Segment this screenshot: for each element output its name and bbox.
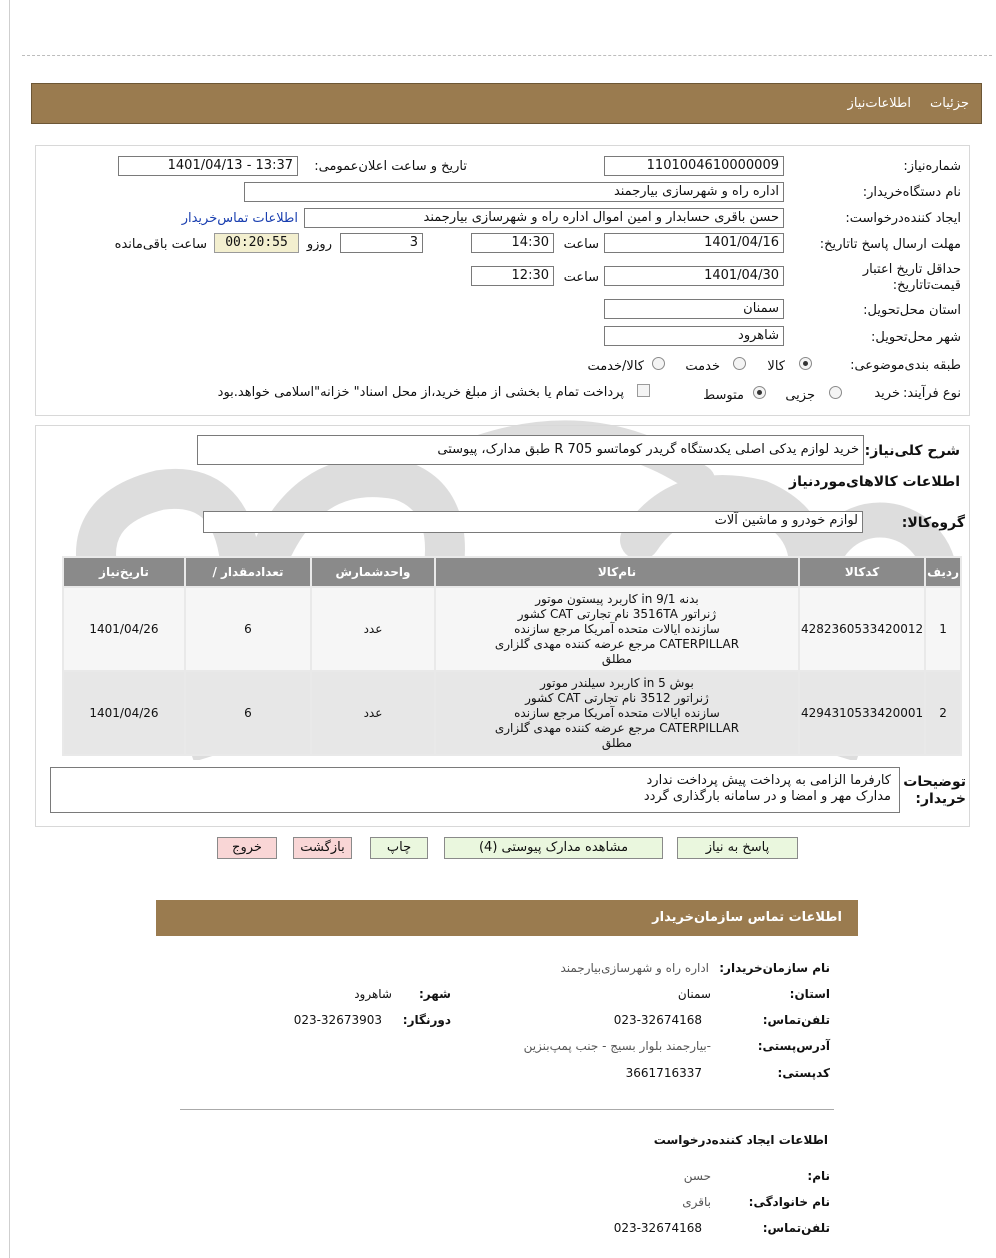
item-unit: عدد bbox=[312, 672, 434, 754]
deadline-label: مهلت ارسال پاسخ تا‌تاریخ: bbox=[819, 237, 961, 252]
item-name-line: ژنراتور 3512 نام تجارتی CAT کشور bbox=[525, 690, 709, 705]
process-radio-medium[interactable] bbox=[753, 386, 766, 399]
process-option-medium: متوسط bbox=[703, 388, 744, 403]
summary-label: شرح کلی‌نیاز: bbox=[864, 443, 960, 459]
th-need-date: تاریخ‌نیاز bbox=[64, 558, 184, 586]
city-field[interactable]: شاهرود bbox=[604, 326, 784, 346]
th-quantity: تعدادمقدار / bbox=[186, 558, 310, 586]
contact-province: سمنان bbox=[677, 987, 711, 1001]
goods-table bbox=[62, 556, 962, 756]
category-option-goods: کالا bbox=[767, 359, 785, 374]
deadline-date-field[interactable]: 1401/04/16 bbox=[604, 233, 784, 253]
creator-name-label: نام: bbox=[807, 1169, 830, 1183]
city-label: شهر محل‌تحویل: bbox=[871, 330, 961, 345]
process-radio-minor[interactable] bbox=[829, 386, 842, 399]
item-quantity: 6 bbox=[186, 672, 310, 754]
item-need-date: 1401/04/26 bbox=[64, 588, 184, 670]
category-option-service: خدمت bbox=[685, 359, 720, 374]
notes-line: کارفرما الزامی به پرداخت پیش پرداخت ندارد bbox=[646, 773, 891, 788]
category-label: طبقه بندی‌موضوعی: bbox=[850, 358, 961, 373]
validity-hour-label: ساعت bbox=[563, 270, 599, 285]
page-header-bar bbox=[31, 83, 982, 124]
contact-province-label: استان: bbox=[789, 987, 830, 1001]
validity-time-field[interactable]: 12:30 bbox=[471, 266, 554, 286]
item-code: 4282360533420012 bbox=[800, 588, 924, 670]
creator-info-title: اطلاعات ایجاد کننده‌درخواست bbox=[653, 1133, 828, 1147]
item-name-line: سازنده ایالات متحده آمریکا مرجع سازنده bbox=[514, 621, 720, 636]
announce-field[interactable]: 1401/04/13 - 13:37 bbox=[118, 156, 298, 176]
attachments-button[interactable]: مشاهده مدارک پیوستی (4) bbox=[444, 837, 663, 859]
deadline-hour-label: ساعت bbox=[563, 237, 599, 252]
remaining-timer: 00:20:55 bbox=[214, 233, 299, 253]
contact-postal: 3661716337 bbox=[625, 1066, 702, 1080]
breadcrumb-details[interactable]: جزئیات bbox=[930, 96, 969, 111]
contact-fax: 023-32673903 bbox=[293, 1013, 382, 1027]
item-name bbox=[436, 588, 798, 670]
goods-info-title: اطلاعات کالاهای‌موردنیاز bbox=[789, 474, 960, 490]
buyer-notes-label-2: خریدار: bbox=[915, 791, 966, 807]
need-number-field[interactable]: 1101004610000009 bbox=[604, 156, 784, 176]
goods-group-label: گروه‌کالا: bbox=[901, 515, 965, 531]
treasury-checkbox[interactable] bbox=[637, 384, 650, 397]
creator-phone: 023-32674168 bbox=[613, 1221, 702, 1235]
need-number-label: شماره‌نیاز: bbox=[903, 159, 961, 174]
remaining-label: ساعت باقی‌مانده bbox=[114, 237, 207, 252]
back-button[interactable]: بازگشت bbox=[293, 837, 352, 859]
th-row-number: ردیف bbox=[926, 558, 960, 586]
item-unit: عدد bbox=[312, 588, 434, 670]
announce-label: تاریخ و ساعت اعلان‌عمومی: bbox=[314, 159, 467, 174]
item-name bbox=[436, 672, 798, 754]
contact-address: -بیارجمند بلوار بسیج - جنب پمپ‌بنزین bbox=[523, 1039, 711, 1053]
reply-button[interactable]: پاسخ به نیاز bbox=[677, 837, 798, 859]
exit-button[interactable]: خروج bbox=[217, 837, 277, 859]
contact-title: اطلاعات تماس سازمان‌خریدار bbox=[652, 910, 842, 925]
item-name-line: مطلق bbox=[601, 735, 633, 750]
contact-postal-label: کد‌پستی: bbox=[777, 1066, 830, 1080]
contact-city: شاهرود bbox=[354, 987, 392, 1001]
validity-date-field[interactable]: 1401/04/30 bbox=[604, 266, 784, 286]
breadcrumb-need-info[interactable]: اطلاعات‌نیاز bbox=[847, 96, 911, 111]
item-name-line: سازنده ایالات متحده آمریکا مرجع سازنده bbox=[514, 705, 720, 720]
province-label: استان محل‌تحویل: bbox=[863, 303, 961, 318]
th-item-code: کدکالا bbox=[800, 558, 924, 586]
creator-family-label: نام خانوادگی: bbox=[748, 1195, 830, 1209]
row-number: 2 bbox=[926, 672, 960, 754]
creator-field[interactable]: حسن باقری حسابدار و امین اموال اداره راه و شهرسازی بیارجمند bbox=[304, 208, 784, 228]
buyer-notes-field bbox=[50, 767, 900, 813]
buyer-org-field[interactable]: اداره راه و شهرسازی بیارجمند bbox=[244, 182, 784, 202]
th-unit: واحدشمارش bbox=[312, 558, 434, 586]
table-row bbox=[64, 588, 960, 670]
left-border-line bbox=[9, 0, 10, 1258]
table-header-row bbox=[64, 558, 960, 586]
days-label: روزو bbox=[306, 237, 332, 252]
notes-line: مدارک مهر و امضا و در سامانه بارگذاری گردد bbox=[643, 789, 891, 804]
item-name-line: مطلق bbox=[601, 651, 633, 666]
buyer-contact-link[interactable]: اطلاعات تماس‌خریدار bbox=[181, 211, 298, 226]
item-code: 4294310533420001 bbox=[800, 672, 924, 754]
category-radio-service[interactable] bbox=[733, 357, 746, 370]
contact-phone: 023-32674168 bbox=[613, 1013, 702, 1027]
contact-city-label: شهر: bbox=[419, 987, 451, 1001]
creator-label: ایجاد کننده‌درخواست: bbox=[845, 211, 961, 226]
buyer-org-label: نام دستگاه‌خریدار: bbox=[862, 185, 961, 200]
item-name-line: CATERPILLAR مرجع عرضه کننده مهدی گلزاری bbox=[494, 720, 740, 735]
contact-address-label: آدرس‌پستی: bbox=[757, 1039, 830, 1053]
category-radio-goods[interactable] bbox=[799, 357, 812, 370]
category-radio-goods-service[interactable] bbox=[652, 357, 665, 370]
print-button[interactable]: چاپ bbox=[370, 837, 428, 859]
item-name-line: CATERPILLAR مرجع عرضه کننده مهدی گلزاری bbox=[494, 636, 740, 651]
item-name-line: ژنراتور 3516TA نام تجارتی CAT کشور bbox=[517, 606, 717, 621]
creator-name: حسن bbox=[683, 1169, 711, 1183]
item-name-line: بوش 5 in کاربرد سیلندر موتور bbox=[540, 675, 694, 690]
contact-phone-label: تلفن‌تماس: bbox=[762, 1013, 830, 1027]
contact-separator bbox=[180, 1109, 834, 1110]
contact-org-label: نام سازمان‌خریدار: bbox=[719, 961, 830, 975]
category-option-goods-service: کالا/خدمت bbox=[587, 359, 644, 374]
item-quantity: 6 bbox=[186, 588, 310, 670]
top-divider bbox=[22, 55, 992, 56]
item-need-date: 1401/04/26 bbox=[64, 672, 184, 754]
validity-label: حداقل تاریخ اعتبار قیمت‌تا‌تاریخ: bbox=[862, 262, 961, 293]
process-buy-label: خرید bbox=[874, 386, 900, 401]
creator-family: باقری bbox=[682, 1195, 711, 1209]
province-field[interactable]: سمنان bbox=[604, 299, 784, 319]
table-row bbox=[64, 672, 960, 754]
contact-header-bar bbox=[156, 900, 858, 936]
contact-org: اداره راه و شهرسازی‌بیارجمند bbox=[560, 961, 709, 975]
deadline-time-field[interactable]: 14:30 bbox=[471, 233, 554, 253]
row-number: 1 bbox=[926, 588, 960, 670]
th-item-name: نام‌کالا bbox=[436, 558, 798, 586]
process-label: نوع فرآیند: bbox=[903, 386, 961, 401]
goods-group-field: لوازم خودرو و ماشین آلات bbox=[203, 511, 863, 533]
process-option-minor: جزیی bbox=[785, 388, 815, 403]
item-name-line: بدنه 9/1 in کاربرد پیستون موتور bbox=[535, 591, 699, 606]
contact-fax-label: دورنگار: bbox=[402, 1013, 451, 1027]
creator-phone-label: تلفن‌تماس: bbox=[762, 1221, 830, 1235]
buyer-notes-label: توضیحات bbox=[903, 774, 966, 790]
days-field[interactable]: 3 bbox=[340, 233, 423, 253]
treasury-text: پرداخت تمام یا بخشی از مبلغ خرید،از محل اسناد" خزانه"اسلامی خواهد.بود bbox=[217, 385, 624, 400]
summary-field: خرید لوازم یدکی اصلی یکدستگاه گریدر کوماتسو R 705 طبق مدارک، پیوستی bbox=[197, 435, 864, 465]
